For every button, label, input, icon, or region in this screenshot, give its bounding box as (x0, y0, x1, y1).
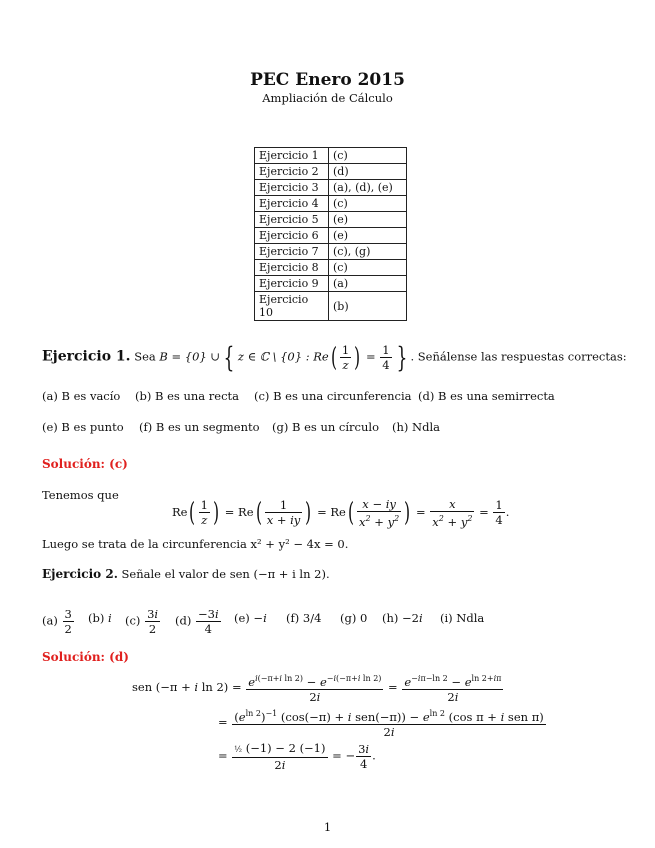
left-paren: ( (330, 342, 337, 373)
option-1g: (g) B es un círculo (272, 420, 379, 434)
table-cell-exercise: Ejercicio 6 (255, 228, 329, 244)
option-2h: (h) −2i (382, 611, 423, 625)
exercise-2-heading: Ejercicio 2. (42, 567, 118, 581)
table-row (255, 244, 407, 260)
solution-2-line-3: = $\frac{\text{½ (−1) − 2 (−1)}}{2i}$ = − $\frac{3i}{4}$ . (218, 741, 376, 772)
table-cell-exercise: Ejercicio 9 (255, 276, 329, 292)
solution-2-line-1: sen (−π + i ln 2) = $\frac{e^{i(-\pi+i ln 2)} - e^{-i(-\pi+i ln 2)}}{2i}$ = $\frac{e^{-i\pi-ln 2} - e^{ln 2+i\pi}}{2i}$ (132, 674, 502, 704)
table-row (255, 180, 407, 196)
table-cell-exercise: Ejercicio 8 (255, 260, 329, 276)
exercise-2-question: Señale el valor de sen (−π + i ln 2). (121, 567, 330, 581)
option-2i: (i) Ndla (440, 611, 485, 625)
table-row (255, 276, 407, 292)
right-paren: ) (354, 342, 361, 373)
table-cell-exercise: Ejercicio 2 (255, 164, 329, 180)
solution-1-equation: Re( $\frac{1}{z}$ ) = Re( $\frac{1}{x + iy}$ ) = Re( $\frac{x - iy}{x^2 + y^2}$ ) = $\frac{x}{x^2 + y^2}$ = $\frac{1}{4}$ . (172, 497, 510, 529)
table-cell-answer: (d) (329, 164, 407, 180)
table-cell-answer: (c) (329, 148, 407, 164)
table-cell-exercise: Ejercicio 10 (255, 292, 329, 321)
exercise-2-statement (42, 567, 330, 581)
solution-1-conclusion: Luego se trata de la circunferencia x² + y² − 4x = 0. (42, 537, 349, 551)
document-title: PEC Enero 2015 (250, 70, 405, 90)
table-cell-exercise: Ejercicio 5 (255, 212, 329, 228)
exercise-1-heading: Ejercicio 1. (42, 348, 131, 365)
table-row (255, 292, 407, 321)
table-cell-exercise: Ejercicio 3 (255, 180, 329, 196)
solution-2-label: Solución: (d) (42, 650, 129, 664)
option-1c: (c) B es una circunferencia (254, 389, 412, 403)
solution-1-label: Solución: (c) (42, 457, 128, 471)
equals-sign: = (366, 349, 376, 364)
option-2c: (c) $\frac{3i}{2}$ (125, 607, 159, 636)
option-1e: (e) B es punto (42, 420, 124, 434)
document-subtitle: Ampliación de Cálculo (262, 91, 393, 105)
table-cell-answer: (b) (329, 292, 407, 321)
table-cell-exercise: Ejercicio 4 (255, 196, 329, 212)
table-cell-answer: (a), (d), (e) (329, 180, 407, 196)
right-brace: } (396, 340, 407, 374)
table-row (255, 148, 407, 164)
set-definition: B = {0} ∪ (159, 349, 221, 364)
set-condition: z ∈ ℂ \ {0} : Re (237, 349, 329, 364)
option-2b: (b) i (88, 611, 112, 625)
table-cell-answer: (e) (329, 212, 407, 228)
exercise-1-statement (42, 340, 627, 374)
table-row (255, 228, 407, 244)
answers-table (254, 147, 407, 321)
page-number: 1 (323, 820, 332, 834)
left-brace: { (223, 340, 235, 374)
option-2g: (g) 0 (340, 611, 368, 625)
table-row (255, 196, 407, 212)
option-1b: (b) B es una recta (135, 389, 240, 403)
option-2f: (f) 3/4 (286, 611, 322, 625)
option-1f: (f) B es un segmento (139, 420, 260, 434)
table-cell-answer: (c), (g) (329, 244, 407, 260)
table-cell-answer: (c) (329, 196, 407, 212)
fraction-one-over-z: $\frac{1}{z}$ (341, 343, 350, 372)
option-1d: (d) B es una semirrecta (418, 389, 555, 403)
option-1h: (h) Ndla (392, 420, 440, 434)
table-cell-exercise: Ejercicio 1 (255, 148, 329, 164)
table-cell-exercise: Ejercicio 7 (255, 244, 329, 260)
table-cell-answer: (e) (329, 228, 407, 244)
fraction-one-quarter: $\frac{1}{4}$ (382, 343, 390, 372)
option-2d: (d) $\frac{-3i}{4}$ (175, 607, 219, 636)
table-cell-answer: (a) (329, 276, 407, 292)
table-row (255, 260, 407, 276)
table-row (255, 212, 407, 228)
exercise-1-instruction: . Señálense las respuestas correctas: (410, 349, 627, 364)
option-1a: (a) B es vacío (42, 389, 121, 403)
solution-1-intro: Tenemos que (42, 488, 119, 502)
table-row (255, 164, 407, 180)
solution-2-line-2: = $\frac{(e^{ln 2})^{-1} (\cos(-\pi) + i sen(-\pi)) - e^{ln 2} (\cos \pi + i sen \pi)}{2i}$ (218, 709, 544, 739)
exercise-1-intro-word: Sea (134, 349, 156, 364)
table-cell-answer: (c) (329, 260, 407, 276)
option-2e: (e) −i (234, 611, 267, 625)
option-2a: (a) $\frac{3}{2}$ (42, 607, 72, 636)
